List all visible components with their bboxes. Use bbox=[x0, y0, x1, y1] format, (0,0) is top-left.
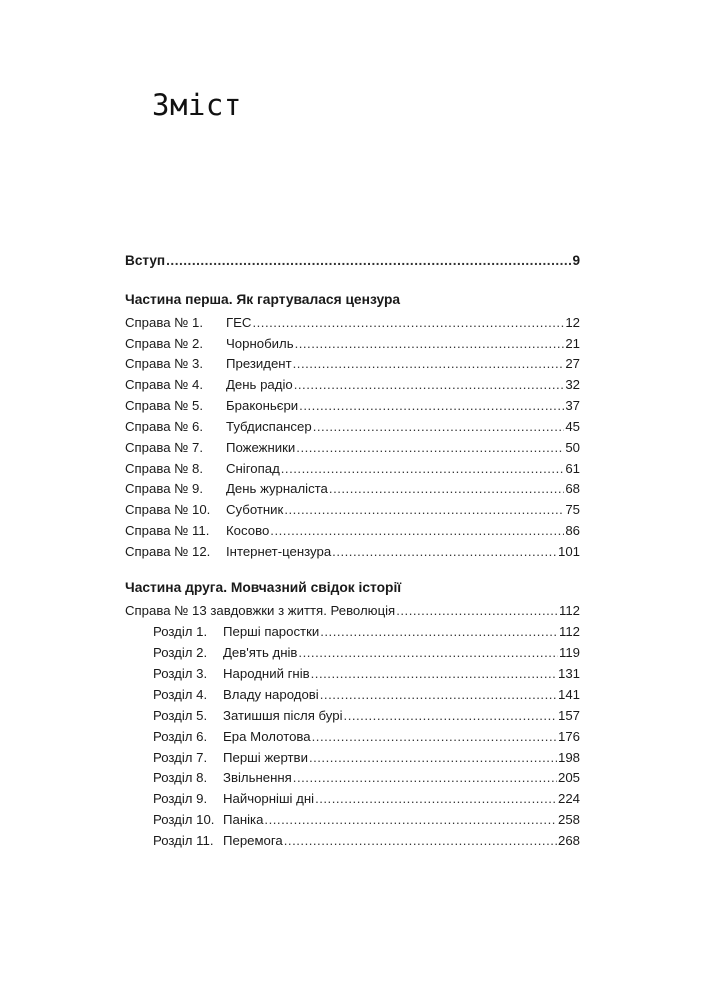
toc-entry-page: 68 bbox=[565, 481, 580, 496]
toc-entry[interactable] bbox=[153, 811, 580, 829]
toc-entry-prefix: Справа № 9. bbox=[125, 481, 203, 496]
dot-leader bbox=[281, 460, 565, 478]
toc-entry[interactable] bbox=[153, 749, 580, 767]
dot-leader bbox=[293, 355, 565, 373]
toc-entry-label: Браконьєри bbox=[226, 398, 299, 413]
dot-leader bbox=[313, 418, 565, 436]
toc-entry[interactable] bbox=[125, 439, 580, 457]
toc-entry[interactable] bbox=[153, 623, 580, 641]
toc-entry-prefix: Справа № 11. bbox=[125, 523, 210, 538]
toc-entry-prefix: Розділ 3. bbox=[153, 666, 208, 681]
toc-entry-label: Косово bbox=[226, 523, 270, 538]
dot-leader bbox=[344, 707, 557, 725]
toc-entry-prefix: Справа № 8. bbox=[125, 461, 203, 476]
toc-entry[interactable] bbox=[153, 644, 580, 662]
toc-entry-page: 119 bbox=[558, 645, 580, 660]
toc-entry-prefix: Справа № 4. bbox=[125, 377, 203, 392]
toc-entry-label: День журналіста bbox=[226, 481, 328, 496]
toc-entry-label: Суботник bbox=[226, 502, 284, 517]
toc-entry-page: 141 bbox=[557, 687, 580, 702]
toc-entry-prefix: Розділ 2. bbox=[153, 645, 208, 660]
dot-leader bbox=[296, 439, 564, 457]
toc-entry-label: Тубдиспансер bbox=[226, 419, 312, 434]
toc-entry-page: 21 bbox=[565, 336, 580, 351]
toc-entry-prefix: Розділ 4. bbox=[153, 687, 208, 702]
toc-entry-page: 205 bbox=[557, 770, 580, 785]
toc-entry-label: Чорнобиль bbox=[226, 336, 294, 351]
toc-entry-prefix: Справа № 5. bbox=[125, 398, 203, 413]
dot-leader bbox=[309, 749, 557, 767]
toc-entry[interactable] bbox=[153, 728, 580, 746]
toc-entry-page: 32 bbox=[565, 377, 580, 392]
toc-entry-page: 27 bbox=[565, 356, 580, 371]
dot-leader bbox=[293, 769, 557, 787]
toc-entry[interactable] bbox=[153, 832, 580, 850]
toc-entry-prefix: Розділ 11. bbox=[153, 833, 214, 848]
dot-leader bbox=[312, 728, 557, 746]
toc-entry-page: 101 bbox=[557, 544, 580, 559]
toc-entry[interactable] bbox=[153, 707, 580, 725]
toc-entry-label: Президент bbox=[226, 356, 292, 371]
toc-entry-page: 45 bbox=[565, 419, 580, 434]
toc-entry-label: Владу народові bbox=[223, 687, 319, 702]
toc-entry-label: Справа № 13 завдовжки з життя. Революція bbox=[125, 603, 396, 618]
toc-entry[interactable] bbox=[125, 501, 580, 519]
toc-entry[interactable] bbox=[153, 665, 580, 683]
dot-leader bbox=[299, 397, 564, 415]
page-title: Зміст bbox=[152, 88, 242, 122]
dot-leader bbox=[332, 543, 557, 561]
toc-entry-label: Звільнення bbox=[223, 770, 292, 785]
dot-leader bbox=[294, 376, 565, 394]
dot-leader bbox=[320, 686, 557, 704]
toc-entry-page: 258 bbox=[557, 812, 580, 827]
toc-entry-label: Пожежники bbox=[226, 440, 296, 455]
toc-entry[interactable] bbox=[153, 769, 580, 787]
toc-entry-label: Інтернет-цензура bbox=[226, 544, 332, 559]
toc-entry-label: Ера Молотова bbox=[223, 729, 311, 744]
toc-entry-label: Дев'ять днів bbox=[223, 645, 298, 660]
toc-entry-label: Перемога bbox=[223, 833, 283, 848]
dot-leader bbox=[315, 790, 557, 808]
toc-entry[interactable] bbox=[125, 543, 580, 561]
toc-entry-page: 37 bbox=[565, 398, 580, 413]
toc-entry-label: Снігопад bbox=[226, 461, 280, 476]
toc-entry-page: 176 bbox=[557, 729, 580, 744]
toc-entry-prefix: Розділ 6. bbox=[153, 729, 208, 744]
toc-entry-page: 198 bbox=[557, 750, 580, 765]
toc-entry-prefix: Розділ 7. bbox=[153, 750, 208, 765]
toc-entry[interactable] bbox=[125, 460, 580, 478]
toc-entry-prefix: Розділ 10. bbox=[153, 812, 215, 827]
toc-entry-page: 157 bbox=[557, 708, 580, 723]
toc-entry-label: Народний гнів bbox=[223, 666, 310, 681]
dot-leader bbox=[320, 623, 558, 641]
toc-entry-page: 9 bbox=[572, 253, 580, 268]
toc-entry-label: Перші жертви bbox=[223, 750, 308, 765]
toc-entry-prefix: Справа № 10. bbox=[125, 502, 211, 517]
toc-entry-prefix: Справа № 2. bbox=[125, 336, 203, 351]
toc-entry-page: 12 bbox=[565, 315, 580, 330]
dot-leader bbox=[270, 522, 564, 540]
toc-entry-prefix: Розділ 5. bbox=[153, 708, 208, 723]
toc-entry-prefix: Розділ 8. bbox=[153, 770, 208, 785]
toc-entry-prefix: Справа № 6. bbox=[125, 419, 203, 434]
toc-entry-page: 86 bbox=[565, 523, 580, 538]
toc-entry-label: Паніка bbox=[223, 812, 264, 827]
toc-entry-page: 268 bbox=[557, 833, 580, 848]
toc-entry-page: 50 bbox=[565, 440, 580, 455]
dot-leader bbox=[298, 644, 558, 662]
toc-entry-page: 75 bbox=[565, 502, 580, 517]
dot-leader bbox=[284, 832, 557, 850]
toc-entry-page: 112 bbox=[558, 624, 580, 639]
toc-entry-page: 112 bbox=[558, 603, 580, 618]
toc-entry-label: День радіо bbox=[226, 377, 293, 392]
toc-entry-prefix: Справа № 1. bbox=[125, 315, 203, 330]
toc-entry[interactable] bbox=[125, 355, 580, 373]
toc-entry[interactable] bbox=[125, 418, 580, 436]
dot-leader bbox=[284, 501, 564, 519]
toc-entry-page: 224 bbox=[557, 791, 580, 806]
dot-leader bbox=[264, 811, 557, 829]
toc-entry[interactable] bbox=[125, 522, 580, 540]
toc-entry-intro[interactable] bbox=[125, 252, 580, 270]
dot-leader bbox=[166, 252, 571, 270]
toc-entry-prefix: Справа № 3. bbox=[125, 356, 203, 371]
part2-heading: Частина друга. Мовчазний свідок історії bbox=[125, 580, 402, 595]
toc-entry-prefix: Справа № 7. bbox=[125, 440, 203, 455]
toc-entry[interactable] bbox=[153, 686, 580, 704]
dot-leader bbox=[329, 480, 564, 498]
part1-heading: Частина перша. Як гартувалася цензура bbox=[125, 292, 401, 307]
dot-leader bbox=[295, 335, 565, 353]
toc-entry-label: Найчорніші дні bbox=[223, 791, 315, 806]
toc-entry-prefix: Розділ 1. bbox=[153, 624, 208, 639]
toc-entry-prefix: Справа № 12. bbox=[125, 544, 211, 559]
toc-entry-label: Перші паростки bbox=[223, 624, 320, 639]
dot-leader bbox=[252, 314, 564, 332]
toc-entry-case-13[interactable] bbox=[125, 602, 580, 620]
toc-entry-label: Затишшя після бурі bbox=[223, 708, 343, 723]
toc-entry-label: ГЕС bbox=[226, 315, 252, 330]
toc-entry-label: Вступ bbox=[125, 253, 166, 268]
toc-entry[interactable] bbox=[125, 335, 580, 353]
toc-entry-prefix: Розділ 9. bbox=[153, 791, 208, 806]
toc-entry[interactable] bbox=[125, 480, 580, 498]
dot-leader bbox=[311, 665, 557, 683]
toc-entry-page: 61 bbox=[565, 461, 580, 476]
toc-entry[interactable] bbox=[125, 397, 580, 415]
toc-entry[interactable] bbox=[125, 314, 580, 332]
toc-entry[interactable] bbox=[125, 376, 580, 394]
toc-entry[interactable] bbox=[153, 790, 580, 808]
toc-entry-page: 131 bbox=[557, 666, 580, 681]
dot-leader bbox=[396, 602, 558, 620]
